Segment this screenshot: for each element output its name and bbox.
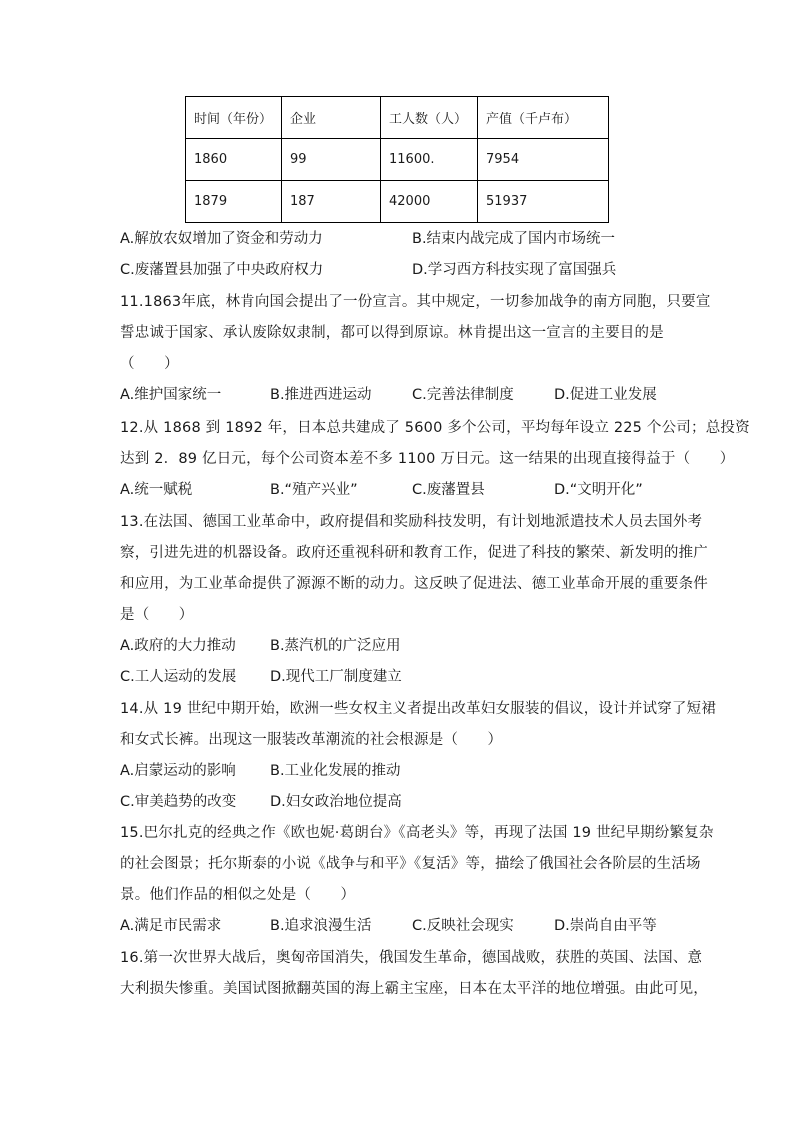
q10-option-c: C.废藩置县加强了中央政府权力 — [120, 262, 324, 278]
q14-stem-line: 和女式长裤。出现这一服装改革潮流的社会根源是（ ） — [120, 732, 503, 748]
q13-stem-line: 察，引进先进的机器设备。政府还重视科研和教育工作，促进了科技的繁荣、新发明的推广 — [120, 545, 708, 561]
table-header-cell: 时间（年份） — [186, 97, 282, 139]
q11-stem-line: 誓忠诚于国家、承认废除奴隶制，都可以得到原谅。林肯提出这一宣言的主要目的是 — [120, 325, 664, 341]
q12-stem-line: 达到 2．89 亿日元，每个公司资本差不多 1100 万日元。这一结果的出现直接得益于（ ） — [120, 451, 735, 467]
q11-option-c: C.完善法律制度 — [412, 387, 514, 403]
q14-option-b: B.工业化发展的推动 — [270, 763, 401, 779]
q15-stem-line: 15.巴尔扎克的经典之作《欧也妮·葛朗台》《高老头》等，再现了法国 19 世纪早期纷繁复杂 — [120, 825, 714, 841]
q15-option-b: B.追求浪漫生活 — [270, 918, 372, 934]
q13-stem-line: 13.在法国、德国工业革命中，政府提倡和奖励科技发明，有计划地派遣技术人员去国外考 — [120, 514, 703, 530]
q11-option-d: D.促进工业发展 — [554, 387, 657, 403]
q11-option-a: A.维护国家统一 — [120, 387, 222, 403]
table-row — [186, 139, 609, 181]
q13-option-d: D.现代工厂制度建立 — [270, 669, 402, 685]
table-header-row — [186, 97, 609, 139]
q16-stem-line: 大利损失惨重。美国试图掀翻英国的海上霸主宝座，日本在太平洋的地位增强。由此可见， — [120, 981, 708, 997]
q15-option-d: D.崇尚自由平等 — [554, 918, 657, 934]
q13-option-c: C.工人运动的发展 — [120, 669, 237, 685]
q10-option-d: D.学习西方科技实现了富国强兵 — [412, 262, 617, 278]
q10-option-b: B.结束内战完成了国内市场统一 — [412, 231, 616, 247]
table-cell: 187 — [282, 181, 381, 223]
table-cell: 42000 — [381, 181, 478, 223]
q12-option-a: A.统一赋税 — [120, 482, 193, 498]
q12-option-b: B.“殖产兴业” — [270, 482, 358, 498]
table-row — [186, 181, 609, 223]
q15-stem-line: 景。他们作品的相似之处是（ ） — [120, 887, 356, 903]
q14-option-c: C.审美趋势的改变 — [120, 794, 237, 810]
q13-option-b: B.蒸汽机的广泛应用 — [270, 638, 401, 654]
table-header-cell: 工人数（人） — [381, 97, 478, 139]
statistics-table — [185, 96, 609, 223]
table-header-cell: 产值（千卢布） — [478, 97, 609, 139]
table-cell: 99 — [282, 139, 381, 181]
q16-stem-line: 16.第一次世界大战后，奥匈帝国消失，俄国发生革命，德国战败，获胜的英国、法国、意 — [120, 950, 703, 966]
table-cell: 51937 — [478, 181, 609, 223]
q13-option-a: A.政府的大力推动 — [120, 638, 236, 654]
q11-option-b: B.推进西进运动 — [270, 387, 372, 403]
table-header-cell: 企业 — [282, 97, 381, 139]
table-cell: 11600. — [381, 139, 478, 181]
q15-option-a: A.满足市民需求 — [120, 918, 222, 934]
table-cell: 1879 — [186, 181, 282, 223]
q14-option-a: A.启蒙运动的影响 — [120, 763, 236, 779]
q10-option-a: A.解放农奴增加了资金和劳动力 — [120, 231, 323, 247]
q13-stem-line: 和应用，为工业革命提供了源源不断的动力。这反映了促进法、德工业革命开展的重要条件 — [120, 576, 708, 592]
table-cell: 7954 — [478, 139, 609, 181]
table-cell: 1860 — [186, 139, 282, 181]
q15-stem-line: 的社会图景；托尔斯泰的小说《战争与和平》《复活》等，描绘了俄国社会各阶层的生活场 — [120, 856, 701, 872]
q12-stem-line: 12.从 1868 到 1892 年，日本总共建成了 5600 多个公司，平均每年设立 225 个公司；总投资 — [120, 420, 750, 436]
q14-option-d: D.妇女政治地位提高 — [270, 794, 402, 810]
q12-option-d: D.“文明开化” — [554, 482, 643, 498]
q12-option-c: C.废藩置县 — [412, 482, 485, 498]
q14-stem-line: 14.从 19 世纪中期开始，欧洲一些女权主义者提出改革妇女服装的倡议，设计并试穿了短裙 — [120, 701, 717, 717]
q11-stem-line: 11.1863年底，林肯向国会提出了一份宣言。其中规定，一切参加战争的南方同胞，只要宣 — [120, 294, 711, 310]
q15-option-c: C.反映社会现实 — [412, 918, 514, 934]
q13-stem-line: 是（ ） — [120, 607, 194, 623]
q11-answer-blank: （ ） — [120, 356, 179, 372]
